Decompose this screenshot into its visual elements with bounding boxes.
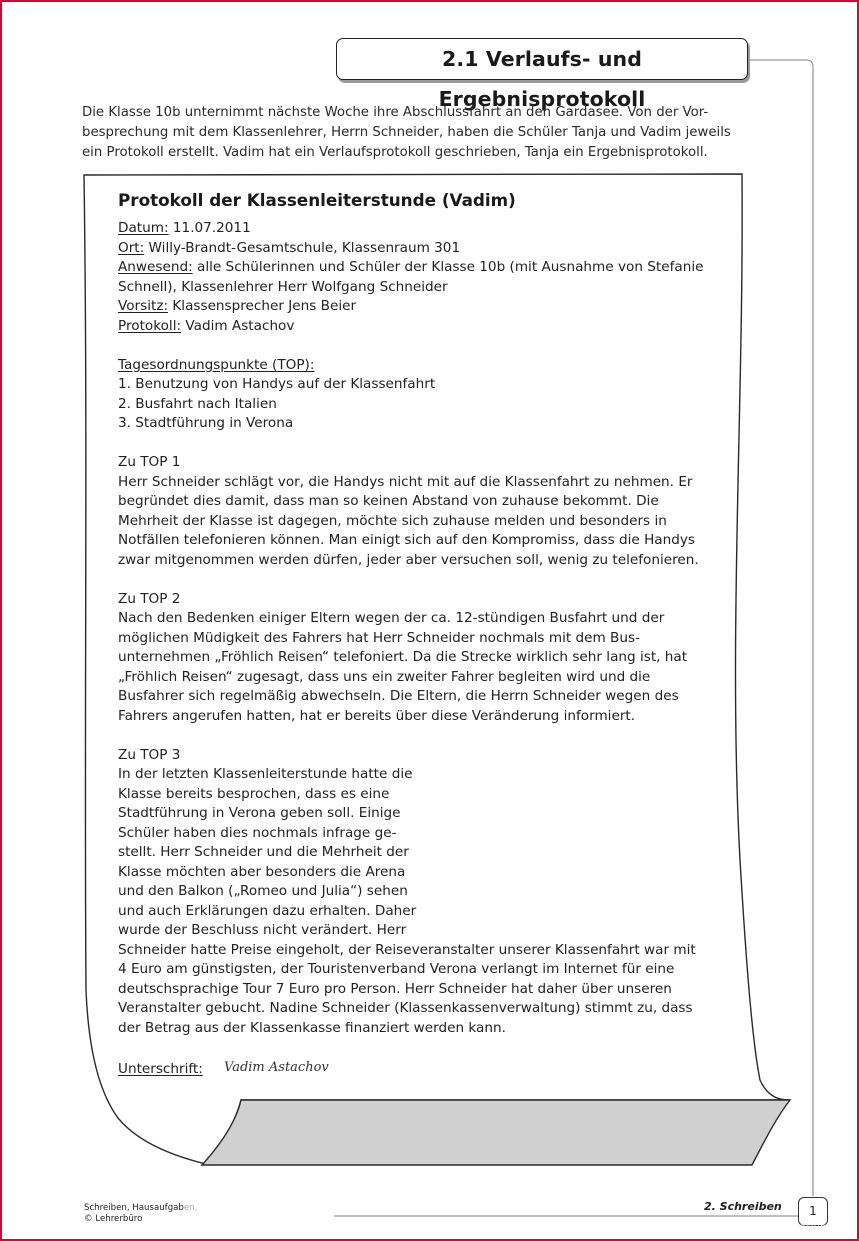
section-line: Klasse bereits besprochen, dass es eine bbox=[118, 785, 390, 802]
section-line: und den Balkon („Romeo und Julia“) sehen bbox=[118, 883, 408, 899]
footer-series-faded: en, bbox=[183, 1203, 198, 1213]
section-line: unternehmen „Fröhlich Reisen“ telefoniert. Da die Strecke wirklich sehr lang ist, hat bbox=[118, 649, 688, 665]
section-line: Schüler haben dies nochmals infrage ge- bbox=[118, 824, 397, 841]
intro-line: ein Protokoll erstellt. Vadim hat ein Verlaufsprotokoll geschrieben, Tanja ein Ergebnisprotokoll. bbox=[82, 145, 708, 160]
page-number: 1 bbox=[798, 1197, 828, 1226]
section-line: wurde der Beschluss nicht verändert. Herr bbox=[118, 922, 407, 938]
scroll-curl bbox=[202, 1100, 790, 1165]
section-line: möglichen Müdigkeit des Fahrers hat Herr Schneider nochmals mit dem Bus- bbox=[118, 629, 640, 646]
page-title: 2.1 Verlaufs- und Ergebnisprotokoll bbox=[336, 38, 748, 80]
footer-chapter: 2. Schreiben bbox=[704, 1200, 782, 1213]
intro-line: besprechung mit dem Klassenlehrer, Herrn Schneider, haben die Schüler Tanja und Vadim jeweils bbox=[82, 125, 731, 140]
protocol-heading: Protokoll der Klassenleiterstunde (Vadim) bbox=[118, 190, 516, 210]
field-location bbox=[118, 239, 460, 259]
intro-line: Die Klasse 10b unternimmt nächste Woche ihre Abschlussfahrt an den Gardasee. Von der Vor- bbox=[82, 105, 709, 120]
signature-label: Unterschrift: bbox=[118, 1061, 203, 1077]
section-heading-top2: Zu TOP 2 bbox=[118, 590, 181, 607]
footer-publisher: © Lehrerbüro bbox=[84, 1214, 143, 1224]
section-line: 4 Euro am günstigsten, der Touristenverband Verona verlangt im Internet für eine bbox=[118, 961, 675, 977]
field-chair bbox=[118, 297, 356, 317]
field-value: alle Schülerinnen und Schüler der Klasse 10b (mit Ausnahme von Stefanie bbox=[192, 259, 704, 275]
agenda-item: 1. Benutzung von Handys auf der Klassenfahrt bbox=[118, 376, 436, 392]
field-value: Willy-Brandt-Gesamtschule, Klassenraum 301 bbox=[144, 239, 461, 256]
field-present bbox=[118, 258, 703, 278]
field-date bbox=[118, 219, 251, 239]
field-value: Schnell), Klassenlehrer Herr Wolfgang Schneider bbox=[118, 278, 448, 295]
agenda-heading: Tagesordnungspunkte (TOP): bbox=[118, 356, 315, 373]
field-value: Vadim Astachov bbox=[181, 317, 295, 334]
footer-credits bbox=[84, 1203, 197, 1225]
section-line: Fahrers angerufen hatten, hat er bereits über diese Veränderung informiert. bbox=[118, 707, 636, 724]
section-line: Busfahrer sich regelmäßig abwechseln. Die Eltern, die Herrn Schneider wegen des bbox=[118, 688, 679, 704]
section-line: „Fröhlich Reisen“ zugesagt, dass uns ein zweiter Fahrer begleiten wird und die bbox=[118, 668, 651, 685]
section-line: Schneider hatte Preise eingeholt, der Reiseveranstalter unserer Klassenfahrt war mit bbox=[118, 941, 696, 958]
section-heading-top1: Zu TOP 1 bbox=[118, 454, 181, 470]
agenda-item: 3. Stadtführung in Verona bbox=[118, 415, 294, 431]
field-present-cont bbox=[118, 278, 448, 298]
section-line: stellt. Herr Schneider und die Mehrheit der bbox=[118, 844, 409, 860]
field-label: Protokoll: bbox=[118, 317, 182, 334]
section-line: Nach den Bedenken einiger Eltern wegen der ca. 12-stündigen Busfahrt und der bbox=[118, 610, 665, 626]
agenda-item: 2. Busfahrt nach Italien bbox=[118, 395, 277, 412]
section-line: deutschsprachige Tour 7 Euro pro Person. Herr Schneider hat daher über unseren bbox=[118, 980, 672, 997]
section-line: der Betrag aus der Klassenkasse finanziert werden kann. bbox=[118, 1019, 506, 1036]
field-label: Datum: bbox=[118, 220, 169, 236]
section-line: begründet dies damit, dass man so keinen Abstand von zuhause bekommt. Die bbox=[118, 493, 659, 509]
section-line: zwar mitgenommen werden dürfen, jeder aber versuchen soll, wenig zu telefonieren. bbox=[118, 551, 699, 568]
field-minutes bbox=[118, 317, 294, 337]
section-line: Herr Schneider schlägt vor, die Handys nicht mit auf die Klassenfahrt zu nehmen. Er bbox=[118, 473, 693, 490]
signature: Vadim Astachov bbox=[224, 1060, 329, 1075]
section-line: Klasse möchten aber besonders die Arena bbox=[118, 863, 406, 880]
section-line: und auch Erklärungen dazu erhalten. Daher bbox=[118, 902, 417, 919]
section-line: Mehrheit der Klasse ist dagegen, möchte sich zuhause melden und besonders in bbox=[118, 512, 667, 529]
section-heading-top3: Zu TOP 3 bbox=[118, 746, 181, 763]
intro-paragraph bbox=[82, 103, 772, 163]
section-line: Stadtführung in Verona geben soll. Einige bbox=[118, 805, 401, 821]
section-line: Notfällen telefonieren können. Man einigt sich auf den Kompromiss, dass die Handys bbox=[118, 532, 695, 548]
footer-series: Schreiben, Hausaufgab bbox=[84, 1203, 184, 1213]
section-line: Veranstalter gebucht. Nadine Schneider (Klassenkassenverwaltung) stimmt zu, dass bbox=[118, 1000, 693, 1016]
field-value: 11.07.2011 bbox=[168, 220, 251, 236]
field-label: Vorsitz: bbox=[118, 298, 169, 314]
field-label: Anwesend: bbox=[118, 259, 193, 275]
field-value: Klassensprecher Jens Beier bbox=[168, 298, 357, 314]
watermark: eduhilfen Englisch Klasse 10 Gymnasium bbox=[624, 1222, 830, 1233]
section-line: In der letzten Klassenleiterstunde hatte die bbox=[118, 766, 413, 782]
field-label: Ort: bbox=[118, 239, 145, 256]
